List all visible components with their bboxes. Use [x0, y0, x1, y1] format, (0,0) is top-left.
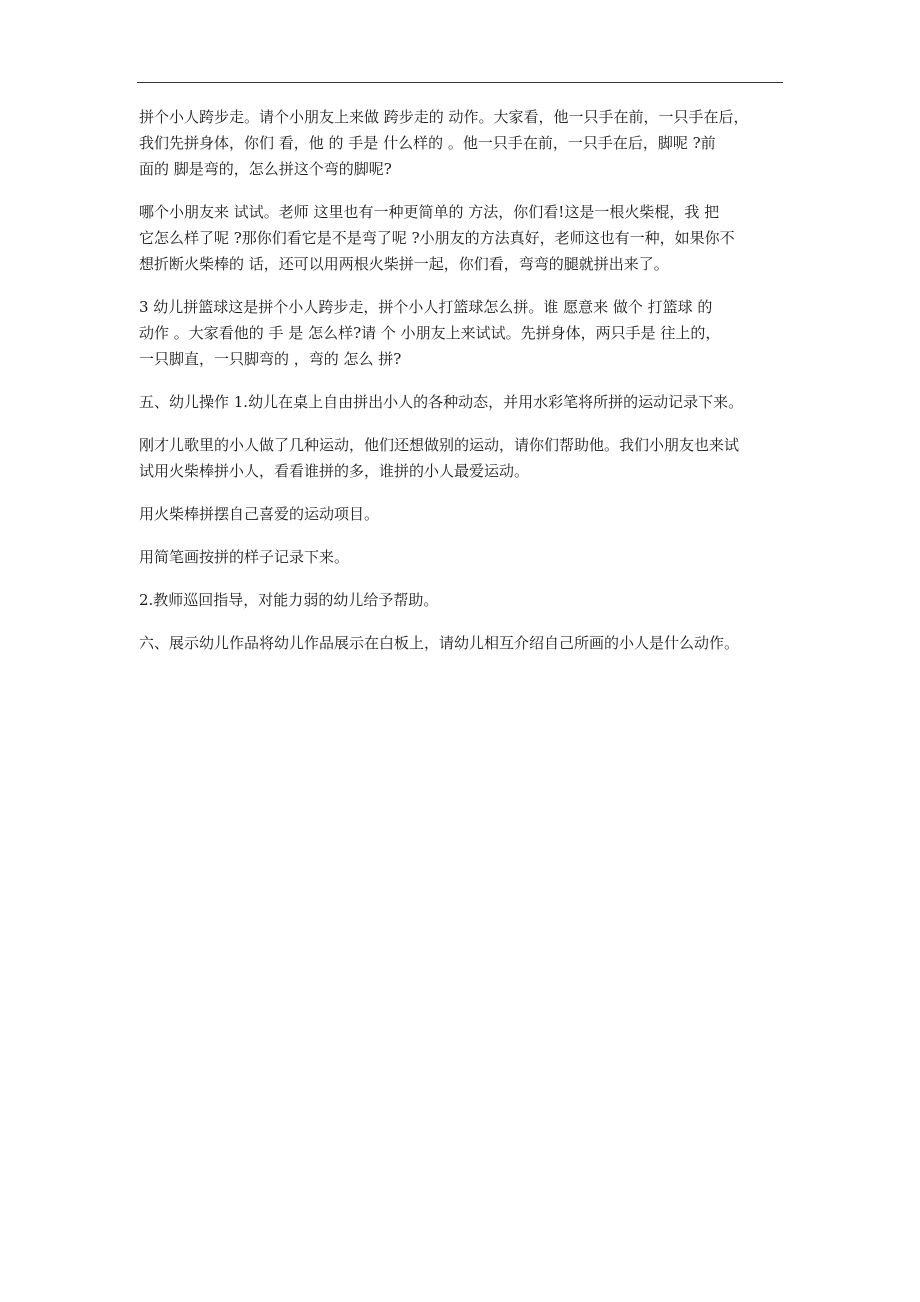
text-line: 动作 。大家看他的 手 是 怎么样?请 个 小朋友上来试试。先拼身体，两只手是 往上的，	[139, 324, 721, 342]
text-line: 哪个小朋友来 试试。老师 这里也有一种更简单的 方法，你们看!这是一根火柴棍，我 把	[139, 203, 720, 221]
text-line: 2.教师巡回指导，对能力弱的幼儿给予帮助。	[139, 591, 439, 609]
paragraph-8	[139, 587, 789, 613]
paragraph-9	[139, 630, 789, 656]
paragraph-5	[139, 432, 789, 484]
text-line: 五、幼儿操作 1.幼儿在桌上自由拼出小人的各种动态，并用水彩笔将所拼的运动记录下来。	[139, 393, 744, 411]
text-line: 拼个小人跨步走。请个小朋友上来做 跨步走的 动作。大家看，他一只手在前，一只手在后，	[139, 108, 749, 126]
header-rule	[137, 82, 783, 83]
paragraph-3	[139, 294, 789, 372]
document-body	[139, 104, 789, 673]
text-line: 用简笔画按拼的样子记录下来。	[139, 548, 350, 566]
text-line: 刚才儿歌里的小人做了几种运动，他们还想做别的运动，请你们帮助他。我们小朋友也来试	[139, 436, 740, 454]
text-line: 一只脚直，一只脚弯的 ，弯的 怎么 拼?	[139, 350, 402, 368]
paragraph-4	[139, 389, 789, 415]
text-line: 想折断火柴棒的 话，还可以用两根火柴拼一起，你们看，弯弯的腿就拼出来了。	[139, 255, 669, 273]
text-line: 六、展示幼儿作品将幼儿作品展示在白板上，请幼儿相互介绍自己所画的小人是什么动作。	[139, 634, 740, 652]
text-line: 它怎么样了呢 ?那你们看它是不是弯了呢 ?小朋友的方法真好，老师这也有一种，如果你不	[139, 229, 735, 247]
text-line: 试用火柴棒拼小人，看看谁拼的多，谁拼的小人最爱运动。	[139, 462, 530, 480]
text-line: 我们先拼身体，你们 看，他 的 手是 什么样的 。他一只手在前，一只手在后，脚呢 ?前	[139, 134, 716, 152]
text-line: 用火柴棒拼摆自己喜爱的运动项目。	[139, 505, 380, 523]
text-line: 3 幼儿拼篮球这是拼个小人跨步走，拼个小人打篮球怎么拼。谁 愿意来 做个 打篮球 的	[139, 298, 713, 316]
paragraph-1	[139, 104, 789, 182]
paragraph-7	[139, 544, 789, 570]
paragraph-2	[139, 199, 789, 277]
paragraph-6	[139, 501, 789, 527]
text-line: 面的 脚是弯的，怎么拼这个弯的脚呢?	[139, 160, 392, 178]
